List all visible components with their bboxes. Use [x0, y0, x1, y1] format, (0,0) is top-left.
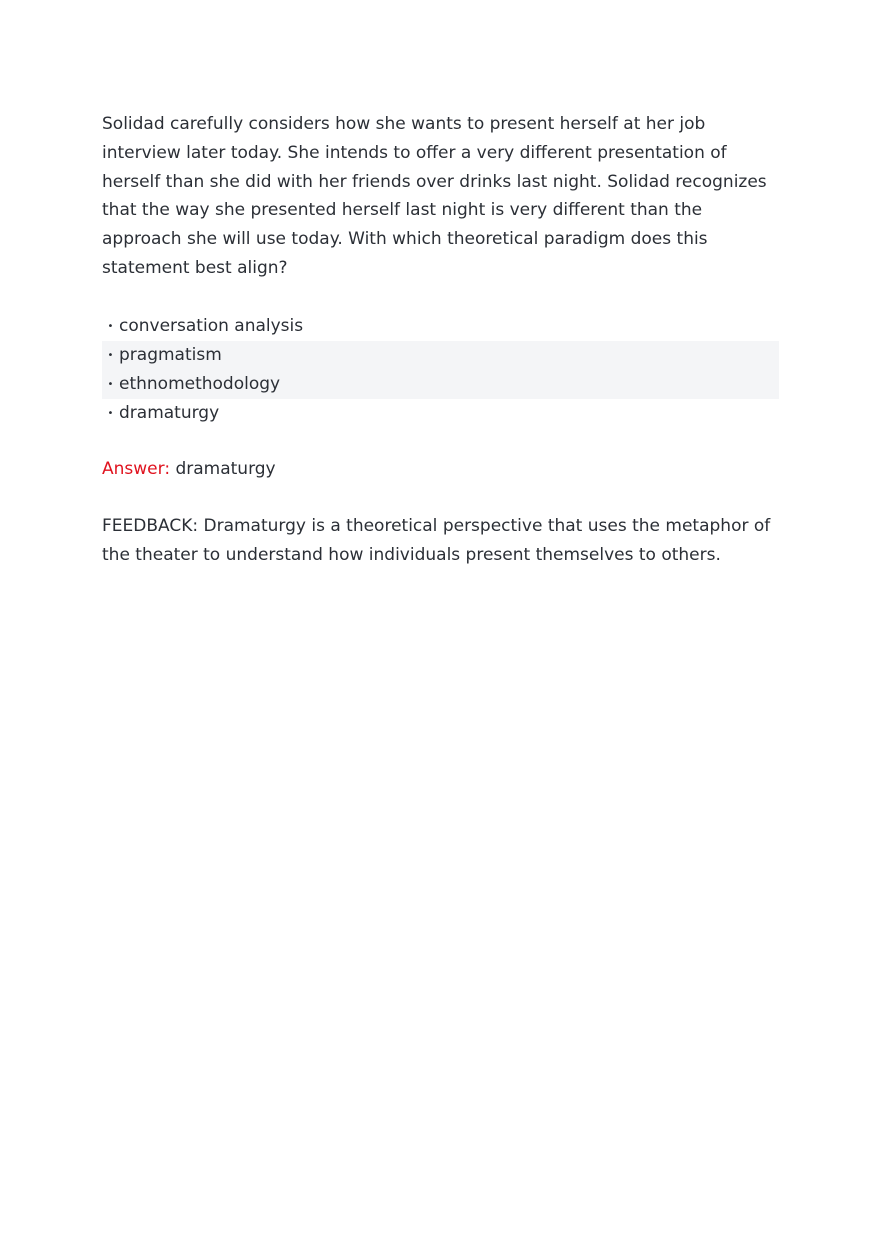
question-document: [102, 110, 779, 565]
answer-value: dramaturgy: [175, 459, 276, 479]
option-item: [102, 341, 779, 370]
answer-line: [102, 455, 276, 484]
option-item: [102, 399, 779, 428]
answer-options-list: [102, 312, 779, 428]
bullet-icon: •: [107, 379, 114, 390]
bullet-icon: •: [107, 321, 114, 332]
option-label: dramaturgy: [119, 403, 220, 423]
answer-label: Answer:: [102, 459, 171, 479]
option-label: ethnomethodology: [119, 374, 281, 394]
bullet-icon: •: [107, 408, 114, 419]
option-item: [102, 370, 779, 399]
option-label: conversation analysis: [119, 316, 304, 336]
question-text: Solidad carefully considers how she wants to present herself at her job interview later today. She intends to offer a very different presentation of herself than she did with her friends over drinks last night. Solidad recognizes that the way she presented herself last night is very different than the approach she will use today. With which theoretical paradigm does this statement best align?: [102, 114, 767, 278]
option-label: pragmatism: [119, 345, 222, 365]
option-item: [102, 312, 779, 341]
bullet-icon: •: [107, 350, 114, 361]
feedback-text: FEEDBACK: Dramaturgy is a theoretical perspective that uses the metaphor of the theater to understand how individuals present themselves to others.: [102, 516, 771, 565]
